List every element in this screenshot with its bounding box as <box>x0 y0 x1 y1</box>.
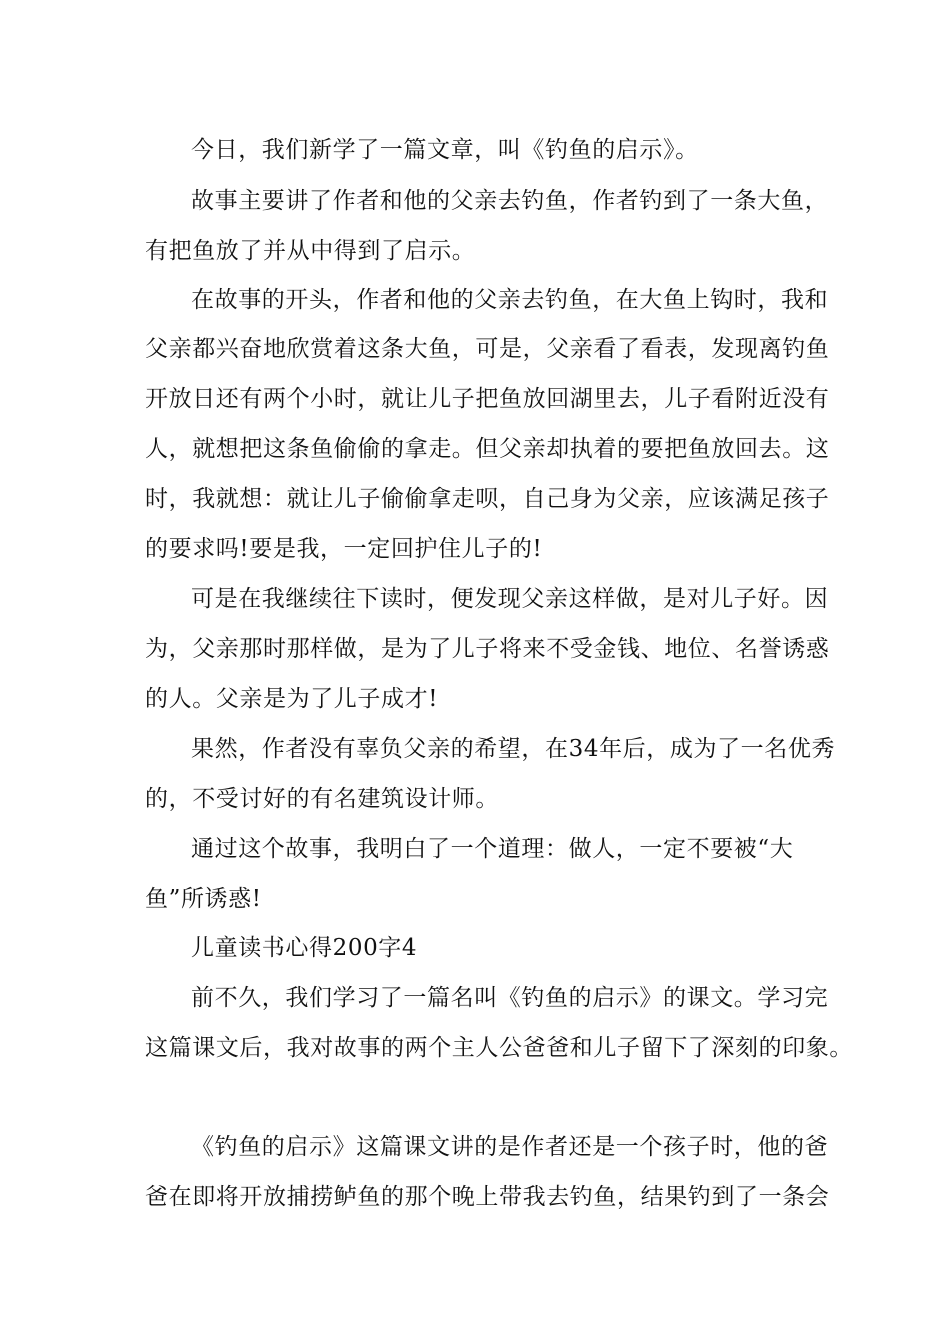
text-line: 在故事的开头，作者和他的父亲去钓鱼，在大鱼上钩时，我和 <box>191 287 829 313</box>
text-line: 的人。父亲是为了儿子成才! <box>145 686 439 712</box>
text-line: 故事主要讲了作者和他的父亲去钓鱼，作者钓到了一条大鱼， <box>191 188 829 214</box>
text-line: 的，不受讨好的有名建筑设计师。 <box>145 786 499 812</box>
text-line: 父亲都兴奋地欣赏着这条大鱼，可是，父亲看了看表，发现离钓鱼 <box>145 336 830 362</box>
text-line: 爸在即将开放捕捞鲈鱼的那个晚上带我去钓鱼，结果钓到了一条会 <box>145 1184 830 1210</box>
text-line: 有把鱼放了并从中得到了启示。 <box>145 238 476 264</box>
text-line: 人，就想把这条鱼偷偷的拿走。但父亲却执着的要把鱼放回去。这 <box>145 436 830 462</box>
text-line: 《钓鱼的启示》这篇课文讲的是作者还是一个孩子时，他的爸 <box>191 1134 829 1160</box>
text-line: 开放日还有两个小时，就让儿子把鱼放回湖里去，儿子看附近没有 <box>145 386 830 412</box>
text-line: 通过这个故事，我明白了一个道理：做人，一定不要被“大 <box>191 836 794 862</box>
text-line: 这篇课文后，我对故事的两个主人公爸爸和儿子留下了深刻的印象。 <box>145 1035 853 1061</box>
text-line: 时，我就想：就让儿子偷偷拿走呗，自己身为父亲，应该满足孩子 <box>145 486 830 512</box>
section-heading: 儿童读书心得200字4 <box>191 935 418 961</box>
text-line: 的要求吗!要是我，一定回护住儿子的! <box>145 536 543 562</box>
text-line: 果然，作者没有辜负父亲的希望，在34年后，成为了一名优秀 <box>191 736 836 762</box>
text-line: 前不久，我们学习了一篇名叫《钓鱼的启示》的课文。学习完 <box>191 985 829 1011</box>
text-line: 可是在我继续往下读时，便发现父亲这样做，是对儿子好。因 <box>191 586 829 612</box>
text-line: 为，父亲那时那样做，是为了儿子将来不受金钱、地位、名誉诱惑 <box>145 636 830 662</box>
text-line: 今日，我们新学了一篇文章，叫《钓鱼的启示》。 <box>191 137 699 163</box>
text-line: 鱼”所诱惑! <box>145 886 262 912</box>
